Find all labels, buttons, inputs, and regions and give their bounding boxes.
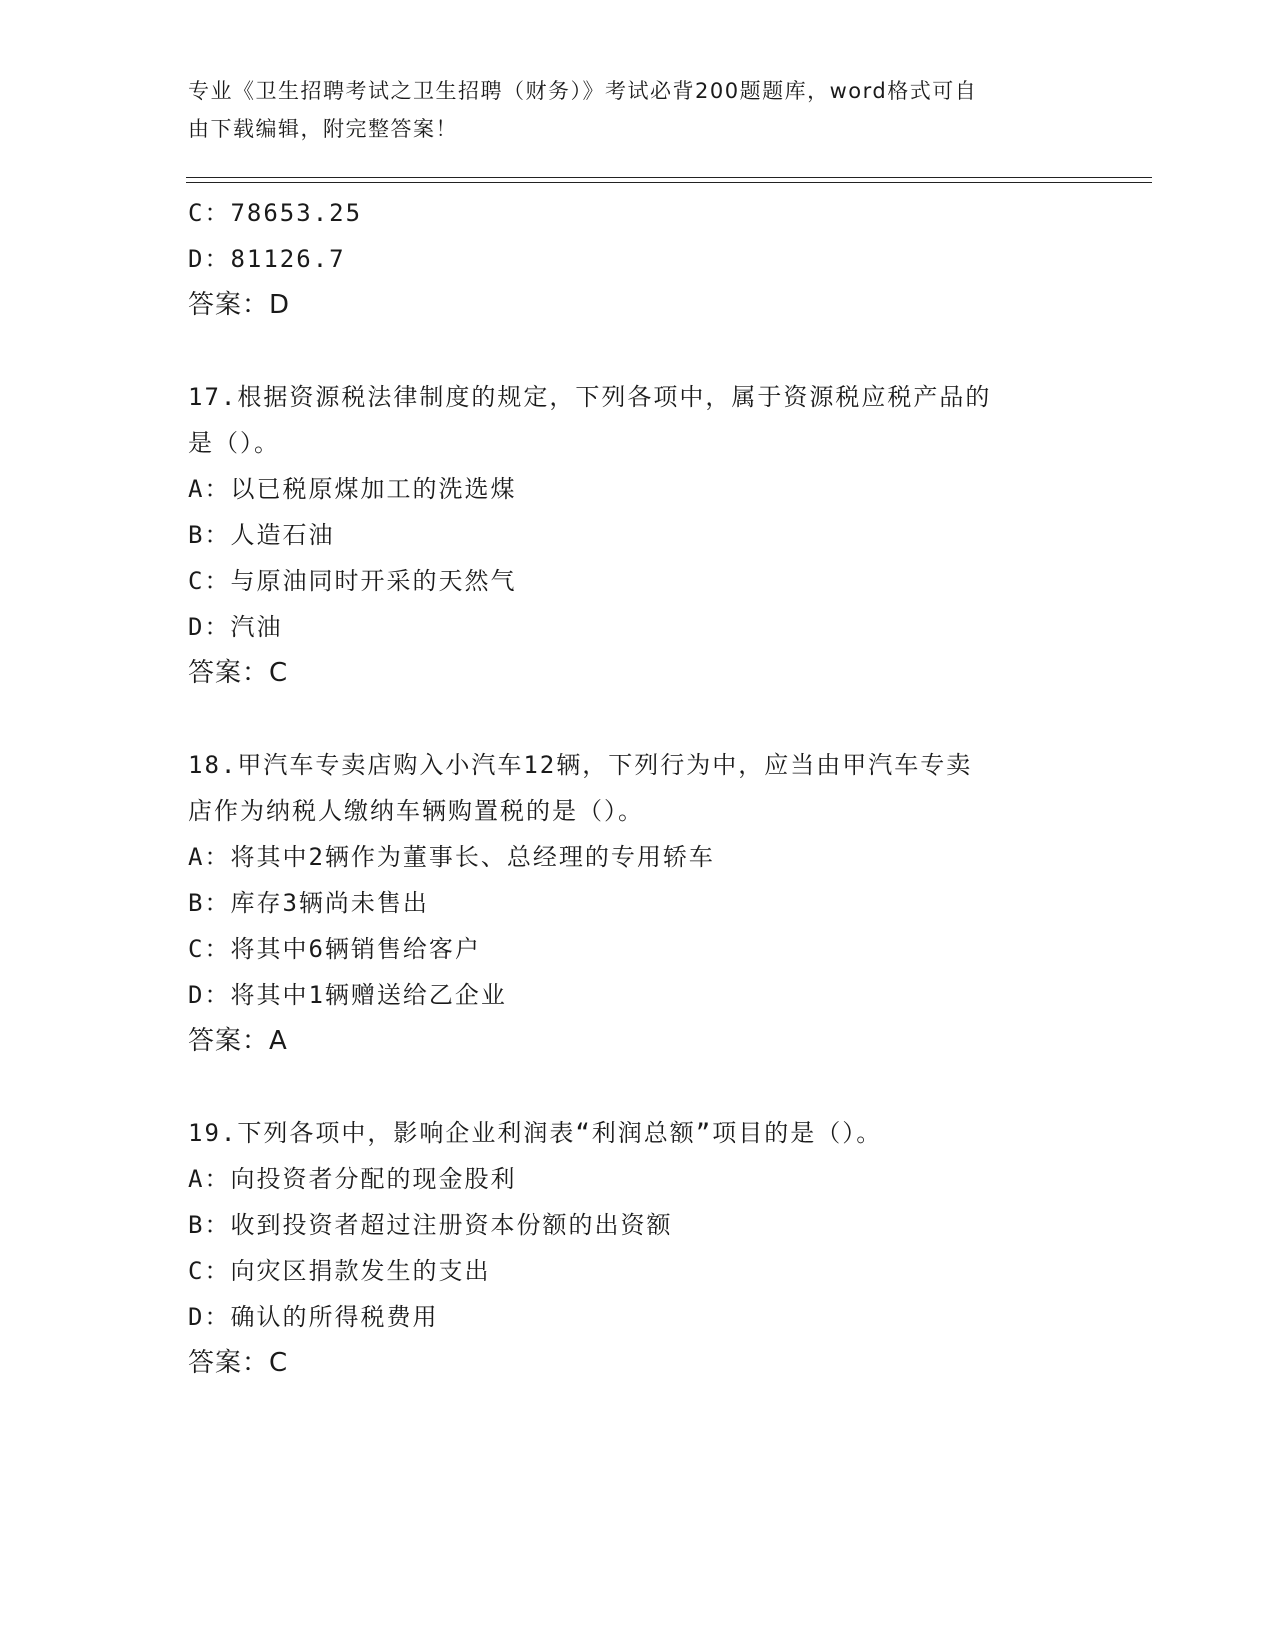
answer-line: 答案：C xyxy=(188,1348,289,1378)
option-b: B：库存3辆尚未售出 xyxy=(188,889,429,917)
option-a: A：以已税原煤加工的洗选煤 xyxy=(188,475,517,503)
option-c: C：与原油同时开采的天然气 xyxy=(188,567,517,595)
answer-line: 答案：D xyxy=(188,290,291,320)
option-b: B：收到投资者超过注册资本份额的出资额 xyxy=(188,1211,673,1239)
spacer xyxy=(188,696,1088,742)
question-stem-line-1: 18.甲汽车专卖店购入小汽车12辆，下列行为中，应当由甲汽车专卖 xyxy=(188,751,973,779)
previous-question-tail xyxy=(188,190,1088,328)
option-d: D：确认的所得税费用 xyxy=(188,1303,439,1331)
question-stem-line-2: 店作为纳税人缴纳车辆购置税的是（）。 xyxy=(188,797,644,825)
option-c: C：向灾区捐款发生的支出 xyxy=(188,1257,491,1285)
header-line-1: 专业《卫生招聘考试之卫生招聘（财务）》考试必背200题题库，word格式可自 xyxy=(188,79,978,103)
option-d: D：汽油 xyxy=(188,613,283,641)
spacer xyxy=(188,328,1088,374)
document-body xyxy=(188,190,1088,1386)
question-19 xyxy=(188,1110,1088,1386)
option-d: D：81126.7 xyxy=(188,245,346,273)
option-c: C：将其中6辆销售给客户 xyxy=(188,935,481,963)
spacer xyxy=(188,1064,1088,1110)
option-a: A：将其中2辆作为董事长、总经理的专用轿车 xyxy=(188,843,715,871)
question-18 xyxy=(188,742,1088,1064)
option-d: D：将其中1辆赠送给乙企业 xyxy=(188,981,507,1009)
answer-line: 答案：A xyxy=(188,1026,288,1056)
header-divider-top xyxy=(186,177,1152,178)
question-stem-line-1: 19.下列各项中，影响企业利润表“利润总额”项目的是（）。 xyxy=(188,1119,883,1147)
answer-line: 答案：C xyxy=(188,658,289,688)
question-17 xyxy=(188,374,1088,696)
document-header xyxy=(188,72,1068,148)
option-c: C：78653.25 xyxy=(188,199,363,227)
question-stem-line-2: 是（）。 xyxy=(188,429,280,457)
header-line-2: 由下载编辑，附完整答案！ xyxy=(188,117,458,141)
option-b: B：人造石油 xyxy=(188,521,335,549)
option-a: A：向投资者分配的现金股利 xyxy=(188,1165,517,1193)
question-stem-line-1: 17.根据资源税法律制度的规定，下列各项中，属于资源税应税产品的 xyxy=(188,383,992,411)
header-divider-bottom xyxy=(186,182,1152,183)
